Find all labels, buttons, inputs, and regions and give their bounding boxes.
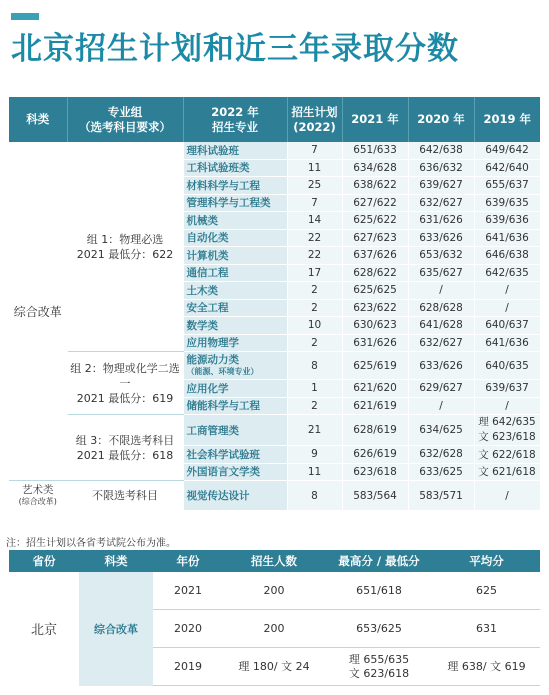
- major-name: 管理科学与工程类: [186, 197, 271, 210]
- major-cell: [183, 229, 287, 247]
- plan-cell: 1: [287, 380, 342, 398]
- major-cell: [183, 282, 287, 300]
- major-name: 数学类: [186, 319, 218, 332]
- score-cell: 638/622: [342, 177, 408, 195]
- major-name: 工商管理类: [186, 424, 239, 437]
- score-cell: 641/636: [474, 334, 540, 352]
- major-cell: [183, 415, 287, 446]
- beijing-summary-table: [9, 550, 540, 686]
- score-cell: 626/619: [342, 446, 408, 464]
- major-name: 外国语言文学类: [186, 466, 260, 479]
- major-cell: [183, 380, 287, 398]
- major-name: 应用化学: [186, 382, 229, 395]
- count-cell: 200: [223, 572, 325, 610]
- avg-cell: 631: [433, 610, 540, 648]
- table-row: [9, 352, 540, 380]
- score-cell: 623/622: [342, 299, 408, 317]
- score-cell: 632/628: [408, 446, 474, 464]
- plan-cell: 7: [287, 142, 342, 159]
- score-cell: 639/637: [474, 380, 540, 398]
- art-category-cell: [9, 481, 67, 511]
- summary-column-header: 最高分 / 最低分: [325, 550, 433, 572]
- major-name: 通信工程: [186, 267, 229, 280]
- score-cell: 632/627: [408, 194, 474, 212]
- score-cell: 583/564: [342, 481, 408, 511]
- major-name: 应用物理学: [186, 337, 239, 350]
- score-cell: 639/627: [408, 177, 474, 195]
- major-cell: [183, 159, 287, 177]
- plan-cell: 22: [287, 229, 342, 247]
- score-cell: 655/637: [474, 177, 540, 195]
- score-cell: 639/636: [474, 212, 540, 230]
- plan-cell: 25: [287, 177, 342, 195]
- major-name: 社会科学试验班: [186, 448, 260, 461]
- table-header-row: [9, 97, 540, 142]
- major-cell: [183, 142, 287, 159]
- score-cell: /: [474, 481, 540, 511]
- art-category-note: (综合改革): [18, 497, 57, 507]
- major-cell: [183, 299, 287, 317]
- score-cell: 630/623: [342, 317, 408, 335]
- plan-cell: 2: [287, 334, 342, 352]
- score-cell: 623/618: [342, 463, 408, 481]
- score-cell: 理 655/635 文 623/618: [325, 648, 433, 686]
- plan-cell: 22: [287, 247, 342, 265]
- score-cell: /: [408, 397, 474, 415]
- group-cell: 组 1：物理必选 2021 最低分：622: [67, 142, 183, 352]
- score-cell: 639/635: [474, 194, 540, 212]
- column-header: 科类: [9, 97, 67, 142]
- plan-cell: 2: [287, 397, 342, 415]
- score-cell: 633/626: [408, 352, 474, 380]
- major-cell: [183, 177, 287, 195]
- major-cell: [183, 247, 287, 265]
- major-cell: [183, 463, 287, 481]
- score-cell: 625/619: [342, 352, 408, 380]
- major-name: 储能科学与工程: [186, 400, 260, 413]
- plan-cell: 7: [287, 194, 342, 212]
- major-cell: [183, 334, 287, 352]
- year-cell: 2021: [153, 572, 223, 610]
- score-cell: 640/635: [474, 352, 540, 380]
- art-category: 艺术类: [22, 484, 54, 497]
- column-header: 2020 年: [408, 97, 474, 142]
- count-cell: 理 180/ 文 24: [223, 648, 325, 686]
- category-cell: 综合改革: [9, 142, 67, 481]
- major-cell: [183, 212, 287, 230]
- avg-cell: 625: [433, 572, 540, 610]
- score-cell: 625/622: [342, 212, 408, 230]
- plan-cell: 21: [287, 415, 342, 446]
- score-cell: 649/642: [474, 142, 540, 159]
- score-cell: 631/626: [408, 212, 474, 230]
- major-cell: [183, 446, 287, 464]
- footnote: 注：招生计划以各省考试院公布为准。: [6, 538, 176, 549]
- score-cell: 628/622: [342, 264, 408, 282]
- score-cell: 理 642/635 文 623/618: [474, 415, 540, 446]
- score-cell: /: [474, 282, 540, 300]
- score-cell: 628/619: [342, 415, 408, 446]
- table-row: [9, 142, 540, 159]
- major-name: 理科试验班: [186, 144, 239, 157]
- year-cell: 2019: [153, 648, 223, 686]
- summary-column-header: 年份: [153, 550, 223, 572]
- score-cell: 641/628: [408, 317, 474, 335]
- score-cell: 633/626: [408, 229, 474, 247]
- major-cell: [183, 397, 287, 415]
- score-cell: 632/627: [408, 334, 474, 352]
- group-cell: 组 2：物理或化学二选一 2021 最低分：619: [67, 352, 183, 415]
- score-cell: 634/625: [408, 415, 474, 446]
- art-group-cell: 不限选考科目: [67, 481, 183, 511]
- major-name: 安全工程: [186, 302, 229, 315]
- major-name: 计算机类: [186, 249, 229, 262]
- score-cell: 627/623: [342, 229, 408, 247]
- score-cell: 636/632: [408, 159, 474, 177]
- score-cell: 631/626: [342, 334, 408, 352]
- plan-cell: 11: [287, 159, 342, 177]
- score-cell: 625/625: [342, 282, 408, 300]
- plan-cell: 2: [287, 299, 342, 317]
- plan-cell: 2: [287, 282, 342, 300]
- summary-column-header: 科类: [79, 550, 153, 572]
- summary-row: [9, 572, 540, 610]
- major-cell: [183, 352, 287, 380]
- major-cell: [183, 264, 287, 282]
- score-cell: 653/632: [408, 247, 474, 265]
- score-cell: 646/638: [474, 247, 540, 265]
- table-row-art: [9, 481, 540, 511]
- avg-cell: 理 638/ 文 619: [433, 648, 540, 686]
- score-cell: 621/620: [342, 380, 408, 398]
- score-cell: 642/638: [408, 142, 474, 159]
- column-header: 专业组 （选考科目要求）: [67, 97, 183, 142]
- province-cell: 北京: [9, 572, 79, 686]
- summary-column-header: 平均分: [433, 550, 540, 572]
- title-accent-bar: [11, 13, 39, 20]
- plan-cell: 9: [287, 446, 342, 464]
- column-header: 2022 年 招生专业: [183, 97, 287, 142]
- plan-cell: 8: [287, 352, 342, 380]
- score-cell: 629/627: [408, 380, 474, 398]
- score-cell: 653/625: [325, 610, 433, 648]
- count-cell: 200: [223, 610, 325, 648]
- score-cell: 640/637: [474, 317, 540, 335]
- major-name: 土木类: [186, 284, 218, 297]
- plan-cell: 11: [287, 463, 342, 481]
- plan-cell: 17: [287, 264, 342, 282]
- admission-scores-table: [9, 97, 541, 511]
- major-cell: [183, 194, 287, 212]
- score-cell: 651/633: [342, 142, 408, 159]
- score-cell: 文 622/618: [474, 446, 540, 464]
- summary-header-row: [9, 550, 540, 572]
- major-name: 材料科学与工程: [186, 179, 260, 192]
- category-cell: 综合改革: [79, 572, 153, 686]
- score-cell: 651/618: [325, 572, 433, 610]
- art-major-cell: 视觉传达设计: [183, 481, 287, 511]
- score-cell: 634/628: [342, 159, 408, 177]
- column-header: 2019 年: [474, 97, 540, 142]
- score-cell: 637/626: [342, 247, 408, 265]
- score-cell: 642/635: [474, 264, 540, 282]
- score-cell: /: [474, 397, 540, 415]
- score-cell: 8: [287, 481, 342, 511]
- score-cell: 641/636: [474, 229, 540, 247]
- score-cell: 642/640: [474, 159, 540, 177]
- column-header: 招生计划 (2022): [287, 97, 342, 142]
- summary-column-header: 省份: [9, 550, 79, 572]
- table-row: [9, 415, 540, 446]
- group-cell: 组 3：不限选考科目 2021 最低分：618: [67, 415, 183, 481]
- score-cell: 627/622: [342, 194, 408, 212]
- page-title: 北京招生计划和近三年录取分数: [11, 31, 459, 67]
- score-cell: 583/571: [408, 481, 474, 511]
- major-name: 工科试验班类: [186, 162, 250, 175]
- score-cell: 628/628: [408, 299, 474, 317]
- summary-column-header: 招生人数: [223, 550, 325, 572]
- major-name: 自动化类: [186, 232, 229, 245]
- score-cell: 635/627: [408, 264, 474, 282]
- score-cell: /: [408, 282, 474, 300]
- column-header: 2021 年: [342, 97, 408, 142]
- major-name: 机械类: [186, 214, 218, 227]
- plan-cell: 10: [287, 317, 342, 335]
- major-cell: [183, 317, 287, 335]
- major-name: 能源动力类: [186, 353, 239, 366]
- score-cell: 633/625: [408, 463, 474, 481]
- plan-cell: 14: [287, 212, 342, 230]
- score-cell: 文 621/618: [474, 463, 540, 481]
- year-cell: 2020: [153, 610, 223, 648]
- score-cell: /: [474, 299, 540, 317]
- score-cell: 621/619: [342, 397, 408, 415]
- major-note: （能源、环境专业）: [186, 366, 259, 376]
